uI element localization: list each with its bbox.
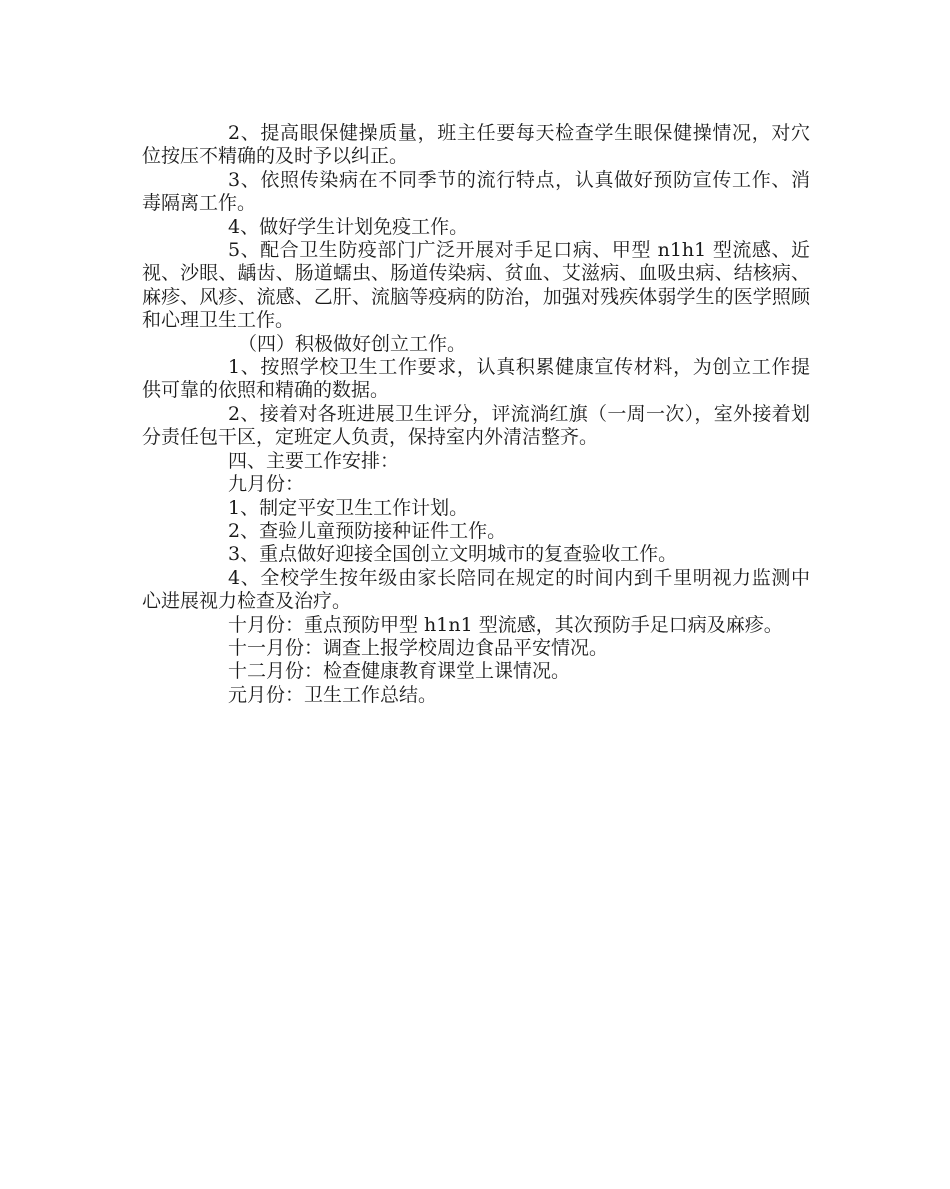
month-item-december: 十二月份：检查健康教育课堂上课情况。 bbox=[228, 660, 571, 683]
section-heading-work-schedule: 四、主要工作安排： bbox=[228, 449, 400, 472]
month-heading-september: 九月份： bbox=[228, 473, 305, 496]
list-item-safety-plan: 1、制定平安卫生工作计划。 bbox=[228, 496, 469, 519]
month-item-october: 十月份：重点预防甲型 h1n1 型流感，其次预防手足口病及麻疹。 bbox=[228, 613, 783, 636]
paragraph-immunization: 4、做好学生计划免疫工作。 bbox=[228, 215, 469, 238]
paragraph-eye-exercise: 2、提高眼保健操质量，班主任要每天检查学生眼保健操情况，对穴位按压不精确的及时予以纠正。 bbox=[142, 122, 810, 168]
paragraph-disease-prevention: 5、配合卫生防疫部门广泛开展对手足口病、甲型 n1h1 型流感、近视、沙眼、龋齿、肠道蠕虫、肠道传染病、贫血、艾滋病、血吸虫病、结核病、麻疹、风疹、流感、乙肝、流脑等疫病的防治，加强对残疾体弱学生的医学照顾和心理卫生工作。 bbox=[142, 239, 810, 332]
list-item-vaccination-check: 2、查验儿童预防接种证件工作。 bbox=[228, 519, 507, 542]
month-item-november: 十一月份：调查上报学校周边食品平安情况。 bbox=[228, 636, 609, 659]
paragraph-health-materials: 1、按照学校卫生工作要求，认真积累健康宣传材料，为创立工作提供可靠的依照和精确的数据。 bbox=[142, 356, 810, 402]
list-item-civilized-city: 3、重点做好迎接全国创立文明城市的复查验收工作。 bbox=[228, 543, 678, 566]
document-body bbox=[142, 122, 810, 707]
paragraph-hygiene-scoring: 2、接着对各班进展卫生评分，评流淌红旗（一周一次），室外接着划分责任包干区，定班定人负责，保持室内外清洁整齐。 bbox=[142, 402, 810, 449]
paragraph-infectious-disease: 3、依照传染病在不同季节的流行特点，认真做好预防宣传工作、消毒隔离工作。 bbox=[142, 168, 810, 215]
list-item-vision-check: 4、全校学生按年级由家长陪同在规定的时间内到千里明视力监测中心进展视力检查及治疗。 bbox=[142, 566, 810, 613]
section-heading-creation-work: （四）积极做好创立工作。 bbox=[238, 332, 467, 355]
month-item-january: 元月份：卫生工作总结。 bbox=[228, 683, 438, 706]
